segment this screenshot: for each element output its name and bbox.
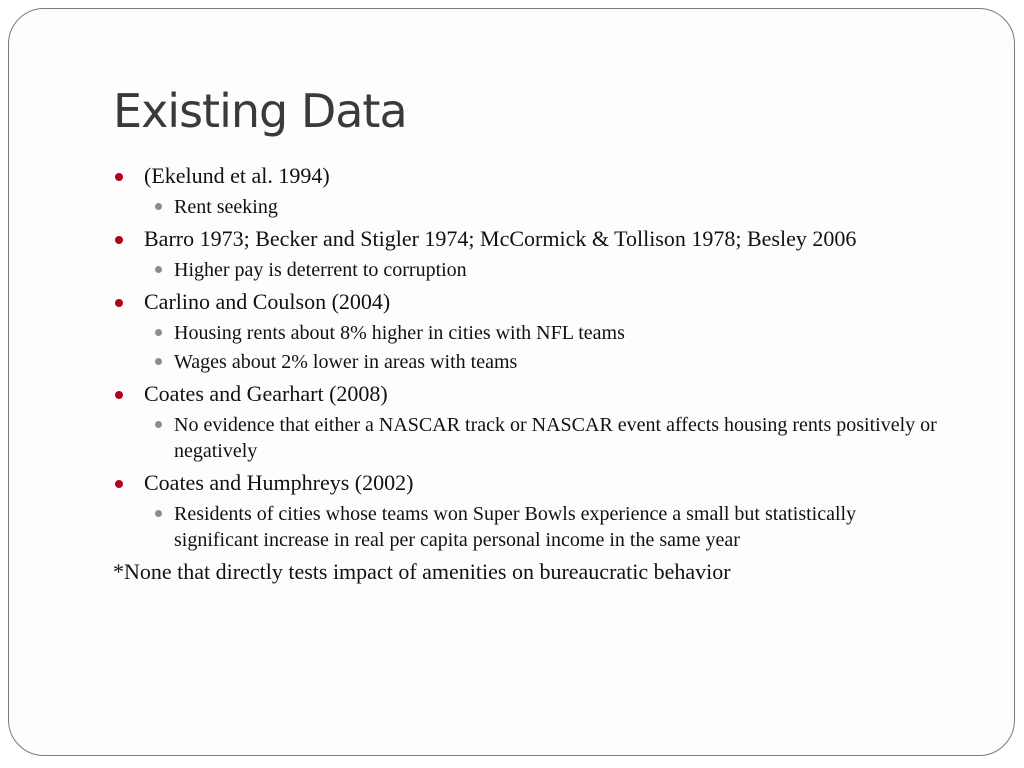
sub-bullet-wages: Wages about 2% lower in areas with teams — [155, 349, 943, 375]
sub-bullet-nascar: No evidence that either a NASCAR track or NASCAR event affects housing rents positively or negatively — [155, 412, 943, 464]
sub-bullet-housing-rents: Housing rents about 8% higher in cities with NFL teams — [155, 320, 943, 346]
bullet-barro-becker-mccormick-besley: Barro 1973; Becker and Stigler 1974; McCormick & Tollison 1978; Besley 2006 — [113, 225, 943, 252]
bullet-ekelund: (Ekelund et al. 1994) — [113, 162, 943, 189]
sub-bullet-higher-pay: Higher pay is deterrent to corruption — [155, 257, 943, 283]
bullet-carlino-coulson: Carlino and Coulson (2004) — [113, 288, 943, 315]
sub-bullet-rent-seeking: Rent seeking — [155, 194, 943, 220]
sub-bullet-super-bowls: Residents of cities whose teams won Super Bowls experience a small but statistically significant increase in real per capita personal income in the same year — [155, 501, 943, 553]
bullet-coates-humphreys: Coates and Humphreys (2002) — [113, 469, 943, 496]
bullet-coates-gearhart: Coates and Gearhart (2008) — [113, 380, 943, 407]
slide-content — [113, 162, 943, 585]
footnote: *None that directly tests impact of amenities on bureaucratic behavior — [113, 559, 731, 584]
slide-title: Existing Data — [113, 84, 407, 138]
